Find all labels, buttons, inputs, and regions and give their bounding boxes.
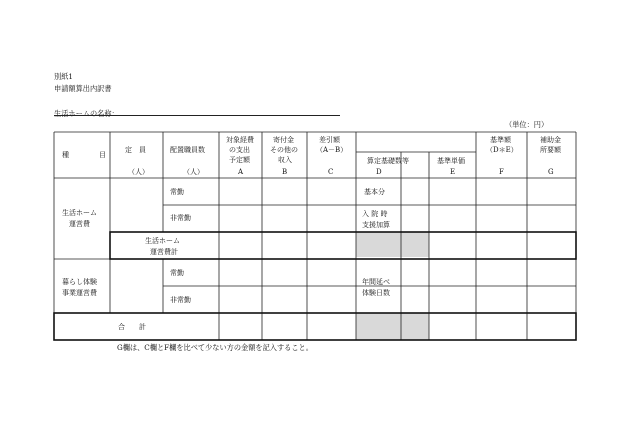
hospital-label-b: 支援加算 — [362, 221, 390, 229]
col-e-label: 基準単価 — [437, 157, 465, 165]
shaded-cell-total-d — [356, 313, 429, 340]
col-capacity-label: 定 員 — [125, 146, 146, 154]
section2-label-b: 事業運営費 — [62, 289, 97, 297]
section1-label-a: 生活ホーム — [62, 209, 97, 217]
trial-label-a: 年間延べ — [362, 278, 390, 286]
col-a-1: 対象経費 — [226, 136, 254, 144]
table-grid — [54, 132, 576, 340]
col-b-2: その他の — [270, 146, 298, 154]
col-c-2: （A－B） — [316, 146, 348, 154]
col-category-a: 種 — [62, 151, 69, 159]
col-e-code: E — [450, 168, 456, 176]
col-g-2: 所要額 — [540, 146, 561, 154]
section2-parttime: 非常勤 — [170, 296, 191, 304]
document-title: 申請額算出内訳書 — [54, 84, 112, 93]
section1-parttime: 非常勤 — [170, 214, 191, 222]
col-staff-label: 配置職員数 — [170, 146, 205, 154]
col-c-code: C — [328, 168, 334, 176]
subtotal1-label-a: 生活ホーム — [145, 237, 180, 245]
section1-label-b: 運営費 — [69, 220, 90, 228]
basic-label: 基本分 — [364, 188, 385, 196]
col-g-1: 補助金 — [540, 136, 561, 144]
col-a-code: A — [238, 168, 244, 176]
col-capacity-unit: （人） — [128, 168, 149, 176]
unit-note: （単位：円） — [505, 120, 549, 129]
section1-fulltime: 常勤 — [170, 188, 184, 196]
trial-label-b: 体験日数 — [362, 289, 390, 297]
section2-fulltime: 常勤 — [170, 269, 184, 277]
col-f-2: （D＊E） — [486, 146, 518, 154]
col-a-3: 予定額 — [229, 156, 250, 164]
col-f-1: 基準額 — [490, 136, 511, 144]
col-a-2: の支出 — [229, 146, 250, 154]
col-f-code: F — [499, 168, 504, 176]
col-d-label: 算定基礎数等 — [367, 157, 409, 165]
hospital-label-a: 入 院 時 — [362, 210, 388, 218]
home-name-label: 生活ホームの名称： — [54, 109, 119, 118]
col-d-code: D — [376, 168, 382, 176]
col-b-1: 寄付金 — [273, 136, 294, 144]
total-label: 合 計 — [118, 323, 146, 331]
col-b-3: 収入 — [278, 156, 292, 164]
attachment-label: 別紙1 — [54, 72, 73, 81]
section2-label-a: 暮らし体験 — [62, 278, 97, 286]
subtotal1-label-b: 運営費計 — [150, 248, 178, 256]
shaded-cell-subtotal-d — [356, 232, 429, 257]
col-category-b: 目 — [99, 151, 106, 159]
col-staff-unit: （人） — [183, 168, 204, 176]
col-c-1: 差引額 — [319, 136, 340, 144]
col-b-code: B — [282, 168, 288, 176]
footnote: G欄は、C欄とF欄を比べて少ない方の金額を記入すること。 — [117, 343, 313, 352]
col-g-code: G — [548, 168, 554, 176]
